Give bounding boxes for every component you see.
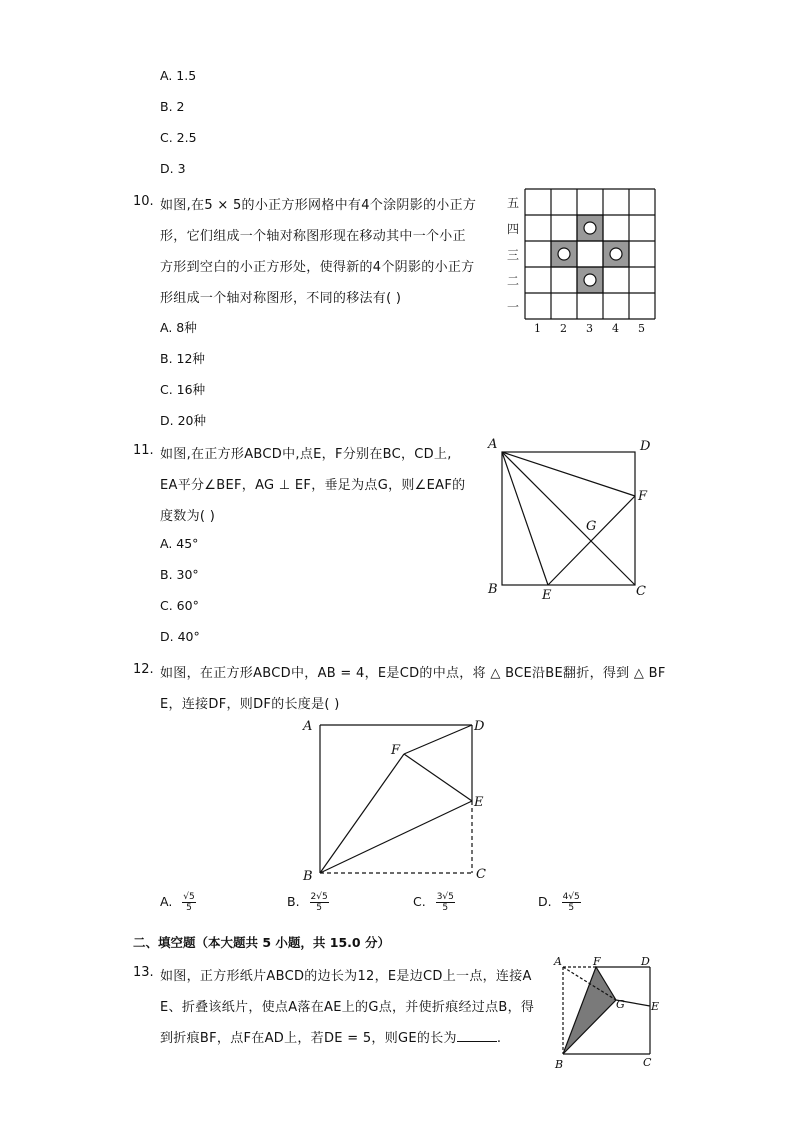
point-label-e: E	[542, 588, 552, 603]
q12-line-2: E，连接DF，则DF的长度是( )	[160, 697, 340, 712]
q10-line-1: 如图,在5 × 5的小正方形网格中有4个涂阴影的小正方	[160, 198, 477, 213]
point-label-f: F	[593, 955, 601, 968]
col-label: 3	[586, 322, 593, 335]
col-label: 2	[560, 322, 567, 335]
q13-number: 13.	[133, 965, 154, 980]
point-label-b: B	[488, 582, 498, 597]
fraction-numerator: 3√5	[436, 892, 454, 902]
q13-line-3-text: 到折痕BF，点F在AD上，若DE = 5，则GE的长为	[160, 1031, 457, 1046]
point-label-c: C	[476, 867, 486, 882]
q11-option-d: D. 40°	[160, 629, 200, 644]
q10-number: 10.	[133, 194, 154, 209]
point-label-e: E	[474, 795, 484, 810]
point-label-a: A	[303, 719, 313, 734]
fraction	[562, 892, 581, 913]
q13-line-2: E、折叠该纸片，使点A落在AE上的G点，并使折痕经过点B，得	[160, 1000, 535, 1015]
q11-square-figure	[480, 432, 660, 602]
row-label: 二	[507, 274, 520, 288]
q10-line-4: 形组成一个轴对称图形，不同的移法有( )	[160, 291, 402, 306]
option-letter: D.	[538, 894, 552, 909]
section-heading: 二、填空题（本大题共 5 小题，共 15.0 分）	[133, 935, 390, 950]
point-label-d: D	[474, 719, 485, 734]
q10-option-c: C. 16种	[160, 382, 206, 397]
row-label: 一	[507, 300, 520, 314]
point-label-d: D	[640, 439, 651, 454]
fraction-numerator: √5	[183, 892, 195, 902]
q10-grid-figure	[500, 186, 660, 336]
row-label: 五	[507, 196, 520, 210]
q10-line-3: 方形到空白的小正方形处，使得新的4个阴影的小正方	[160, 260, 475, 275]
q10-option-d: D. 20种	[160, 413, 206, 428]
option-letter: A.	[160, 894, 173, 909]
q9-option-c: C. 2.5	[160, 130, 197, 145]
option-letter: C.	[413, 894, 426, 909]
q12-option-d	[538, 892, 581, 913]
col-label: 4	[612, 322, 619, 335]
fraction-denominator: 5	[442, 903, 449, 913]
fraction-numerator: 2√5	[310, 892, 328, 902]
q13-fold-figure	[550, 954, 670, 1074]
q12-line-1: 如图，在正方形ABCD中，AB = 4，E是CD的中点，将 △ BCE沿BE翻折，得到 △ BF	[160, 666, 666, 681]
point-label-g: G	[586, 519, 597, 534]
q11-number: 11.	[133, 443, 154, 458]
fraction-denominator: 5	[316, 903, 322, 913]
q9-option-a: A. 1.5	[160, 68, 197, 83]
q10-option-b: B. 12种	[160, 351, 205, 366]
q9-option-b: B. 2	[160, 99, 185, 114]
col-label: 5	[638, 322, 645, 335]
fraction-denominator: 5	[568, 903, 575, 913]
q13-line-3	[160, 1027, 501, 1046]
point-label-e: E	[651, 1000, 660, 1013]
fraction	[310, 892, 329, 913]
q11-option-c: C. 60°	[160, 598, 199, 613]
fraction	[436, 892, 455, 913]
q13-line-1: 如图，正方形纸片ABCD的边长为12，E是边CD上一点，连接A	[160, 969, 532, 984]
fraction-numerator: 4√5	[562, 892, 580, 902]
row-label: 四	[507, 222, 520, 236]
fraction-denominator: 5	[186, 903, 192, 913]
q12-option-c	[413, 892, 455, 913]
q12-number: 12.	[133, 662, 154, 677]
option-letter: B.	[287, 894, 300, 909]
q12-fold-figure	[298, 712, 498, 884]
point-label-f: F	[638, 489, 648, 504]
q11-line-1: 如图,在正方形ABCD中,点E，F分别在BC，CD上,	[160, 447, 452, 462]
point-label-b: B	[555, 1058, 564, 1071]
answer-blank[interactable]	[457, 1029, 497, 1042]
q9-option-d: D. 3	[160, 161, 186, 176]
point-label-b: B	[303, 869, 313, 884]
point-label-a: A	[554, 955, 562, 968]
q12-option-a	[160, 892, 196, 913]
q11-line-3: 度数为( )	[160, 509, 216, 524]
point-label-a: A	[488, 437, 498, 452]
row-label: 三	[507, 248, 520, 262]
q10-line-2: 形，它们组成一个轴对称图形现在移动其中一个小正	[160, 229, 466, 244]
q11-line-2: EA平分∠BEF，AG ⊥ EF，垂足为点G，则∠EAF的	[160, 478, 466, 493]
q12-option-b	[287, 892, 329, 913]
point-label-d: D	[641, 955, 650, 968]
col-label: 1	[534, 322, 541, 335]
point-label-g: G	[616, 998, 625, 1011]
fraction	[182, 892, 195, 913]
q11-option-b: B. 30°	[160, 567, 199, 582]
q13-line-3-end: .	[496, 1031, 502, 1046]
point-label-f: F	[391, 743, 401, 758]
q10-option-a: A. 8种	[160, 320, 197, 335]
point-label-c: C	[636, 584, 646, 599]
q11-option-a: A. 45°	[160, 536, 199, 551]
point-label-c: C	[643, 1056, 652, 1069]
